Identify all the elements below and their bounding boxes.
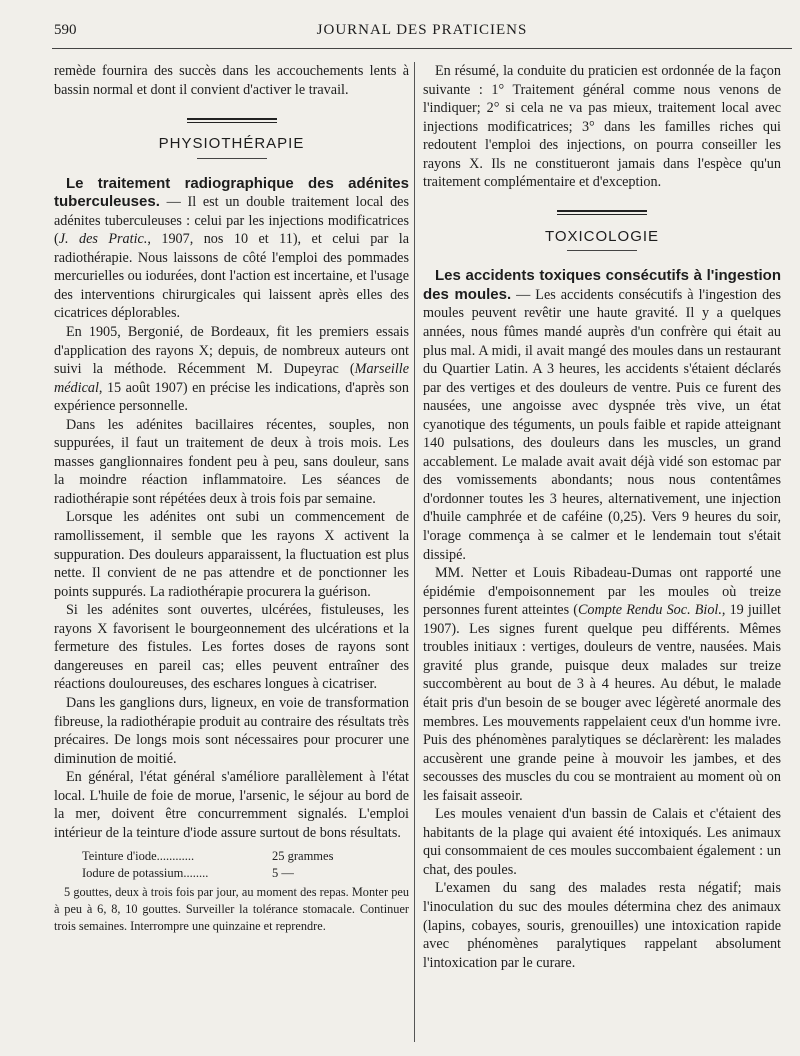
article-paragraph: MM. Netter et Louis Ribadeau-Dumas ont rapporté une épidémie d'empoisonnement par les moules où treize personnes furent atteintes (Compte Rendu Soc. Biol., 19 juillet 1907). Les signes furent quelque peu différents. Mêmes troubles initiaux : vertiges, douleurs de ventre, nausées. Mais gravité plus grande, puisque deux malades sur treize succombèrent au bout de 3 à 4 heures. Au début, le malade était pris d'un besoin de se bouger avec légèreté anormale des membres. Les mouvements rappelaient ceux d'un homme ivre. Puis des phénomènes paralytiques se déclarèrent: les malades accusèrent une grande peine à mouvoir les jambes, et des secousses des muscles du cou se montraient au moment où on les faisait asseoir. [423, 565, 781, 804]
article-paragraph: Les accidents toxiques consécutifs à l'ingestion des moules. — Les accidents consécutifs à l'ingestion des moules peuvent revêtir une haute gravité. Il y a quelques années, nous fûmes mandé auprès d'un confrère qui était au plus mal. A midi, il avait mangé des moules dans un restaurant du Quartier Latin. A 3 heures, les accidents s'étaient déclarés par des vertiges et des douleurs de ventre. Puis ce furent des nausées, une angoisse avec dyspnée très vive, un état cyanotique des téguments, un pouls faible et rapide atteignant 140 pulsations, des douleurs dans les muscles, un grand accablement. Le malade avait avait déjà vidé son estomac par des vomissements abondants; nous nous contentâmes d'ordonner toutes les 3 heures, alternativement, une injection d'huile camphrée et de caféine (0,25). Vers 9 heures du soir, l'orage commença à se calmer et le lendemain tout s'était dissipé. [423, 267, 781, 563]
journal-title: JOURNAL DES PRATICIENS [316, 22, 528, 38]
formula-row: Iodure de potassium........ 5 — [82, 866, 294, 881]
citation: Compte Rendu Soc. Biol. [577, 602, 722, 619]
article-paragraph: Dans les ganglions durs, ligneux, en voie de transformation fibreuse, la radiothérapie produit au contraire des résultats très précaires. De longs mois sont nécessaires pour procurer une diminution de moitié. [54, 694, 409, 767]
article-paragraph: Le traitement radiographique des adénites tuberculeuses. — Il est un double traitement local des adénites tuberculeuses : celui par les injections modificatrices (J. des Pratic., 1907, nos 10 et 11), et celui par la radiothérapie. Nous laissons de côté l'emploi des pommades mercurielles ou iodurées, dont l'action est incertaine, et l'usage des interventions chirurgicales qui laissent après elles des cicatrices déplorables. [54, 174, 409, 322]
header-rule [52, 48, 792, 49]
article-paragraph: Dans les adénites bacillaires récentes, souples, non suppurées, il faut un traitement de deux à trois mois. Les masses ganglionnaires fondent peu à peu, sans douleur, sans la moindre réaction inflammatoire. Les séances de radiothérapie sont répétées deux à trois fois par semaine. [54, 416, 409, 507]
section-separator [54, 111, 409, 129]
article-paragraph: L'examen du sang des malades resta négatif; mais l'inoculation du suc des moules détermina chez des animaux (lapins, cobayes, souris, grenouilles) une intoxication rapide avec phénomènes paralytiques rappelant absolument l'intoxication par le curare. [423, 880, 781, 971]
citation: J. des Pratic. [58, 231, 148, 248]
article-title-adenites: Le traitement radiographique des adénites tuberculeuses. [54, 174, 409, 211]
article-paragraph: Les moules venaient d'un bassin de Calais et c'étaient des habitants de la plage qui avaient été intoxiqués. Les animaux qui consommaient de ces moules succombaient également : un chat, des poules. [423, 806, 781, 878]
page-header [54, 22, 790, 46]
section-title-physiotherapie: PHYSIOTHÉRAPIE [158, 135, 305, 153]
formula-row: Teinture d'iode............ 25 grammes [82, 849, 334, 864]
article-title-moules: Les accidents toxiques consécutifs à l'ingestion des moules. [423, 267, 781, 303]
intro-paragraph: remède fournira des succès dans les accouchements lents à bassin normal et dont il convient d'activer le travail. [54, 63, 409, 98]
article-paragraph: En général, l'état général s'améliore parallèlement à l'état local. L'huile de foie de morue, l'arsenic, le séjour au bord de la mer, doivent être concurremment signalés. L'emploi intérieur de la teinture d'iode assure surtout de bons résultats. [54, 769, 409, 841]
section-underline [567, 250, 637, 251]
citation: Marseille médical [54, 361, 409, 396]
section-underline [197, 158, 267, 159]
prescription-formula [82, 848, 409, 882]
column-divider [414, 62, 415, 1042]
right-column [423, 62, 781, 972]
section-separator [423, 204, 781, 222]
article-paragraph: En 1905, Bergonié, de Bordeaux, fit les premiers essais d'application des rayons X; depuis, de nombreux auteurs ont suivi la méthode. Récemment M. Dupeyrac (Marseille médical, 15 août 1907) en précise les indications, d'après son expérience personnelle. [54, 324, 409, 415]
left-column [54, 62, 409, 934]
article-paragraph: Si les adénites sont ouvertes, ulcérées, fistuleuses, les rayons X favorisent le bourgeonnement des ulcérations et la fermeture des fistules. Les fortes doses de rayons sont dangereuses en pareil cas; elles peuvent entraîner des réactions douloureuses, des eschares longues à cicatriser. [54, 602, 409, 693]
article-paragraph: En résumé, la conduite du praticien est ordonnée de la façon suivante : 1° Traitement général comme nous venons de l'indiquer; 2° si cela ne va pas mieux, traitement local avec injections modificatrices; 3° dans les familles riches qui redoutent l'emploi des injections, on pourra conseiller les rayons X. Ils ne constitueront jamais dans l'espèce qu'un traitement complémentaire et d'exception. [423, 63, 781, 191]
page-number: 590 [54, 22, 77, 38]
dosage-instructions: 5 gouttes, deux à trois fois par jour, au moment des repas. Monter peu à peu à 6, 8, 10 gouttes. Surveiller la tolérance stomacale. Continuer trois semaines. Interrompre une quinzaine et reprendre. [54, 885, 409, 933]
article-paragraph: Lorsque les adénites ont subi un commencement de ramollissement, il semble que les rayons X activent la suppuration. Des douleurs apparaissent, la fluctuation est plus nette. Il convient de ne pas attendre et de ponctionner les points suppurés. La radiothérapie procurera la guérison. [54, 509, 409, 600]
section-title-toxicologie: TOXICOLOGIE [544, 227, 660, 245]
